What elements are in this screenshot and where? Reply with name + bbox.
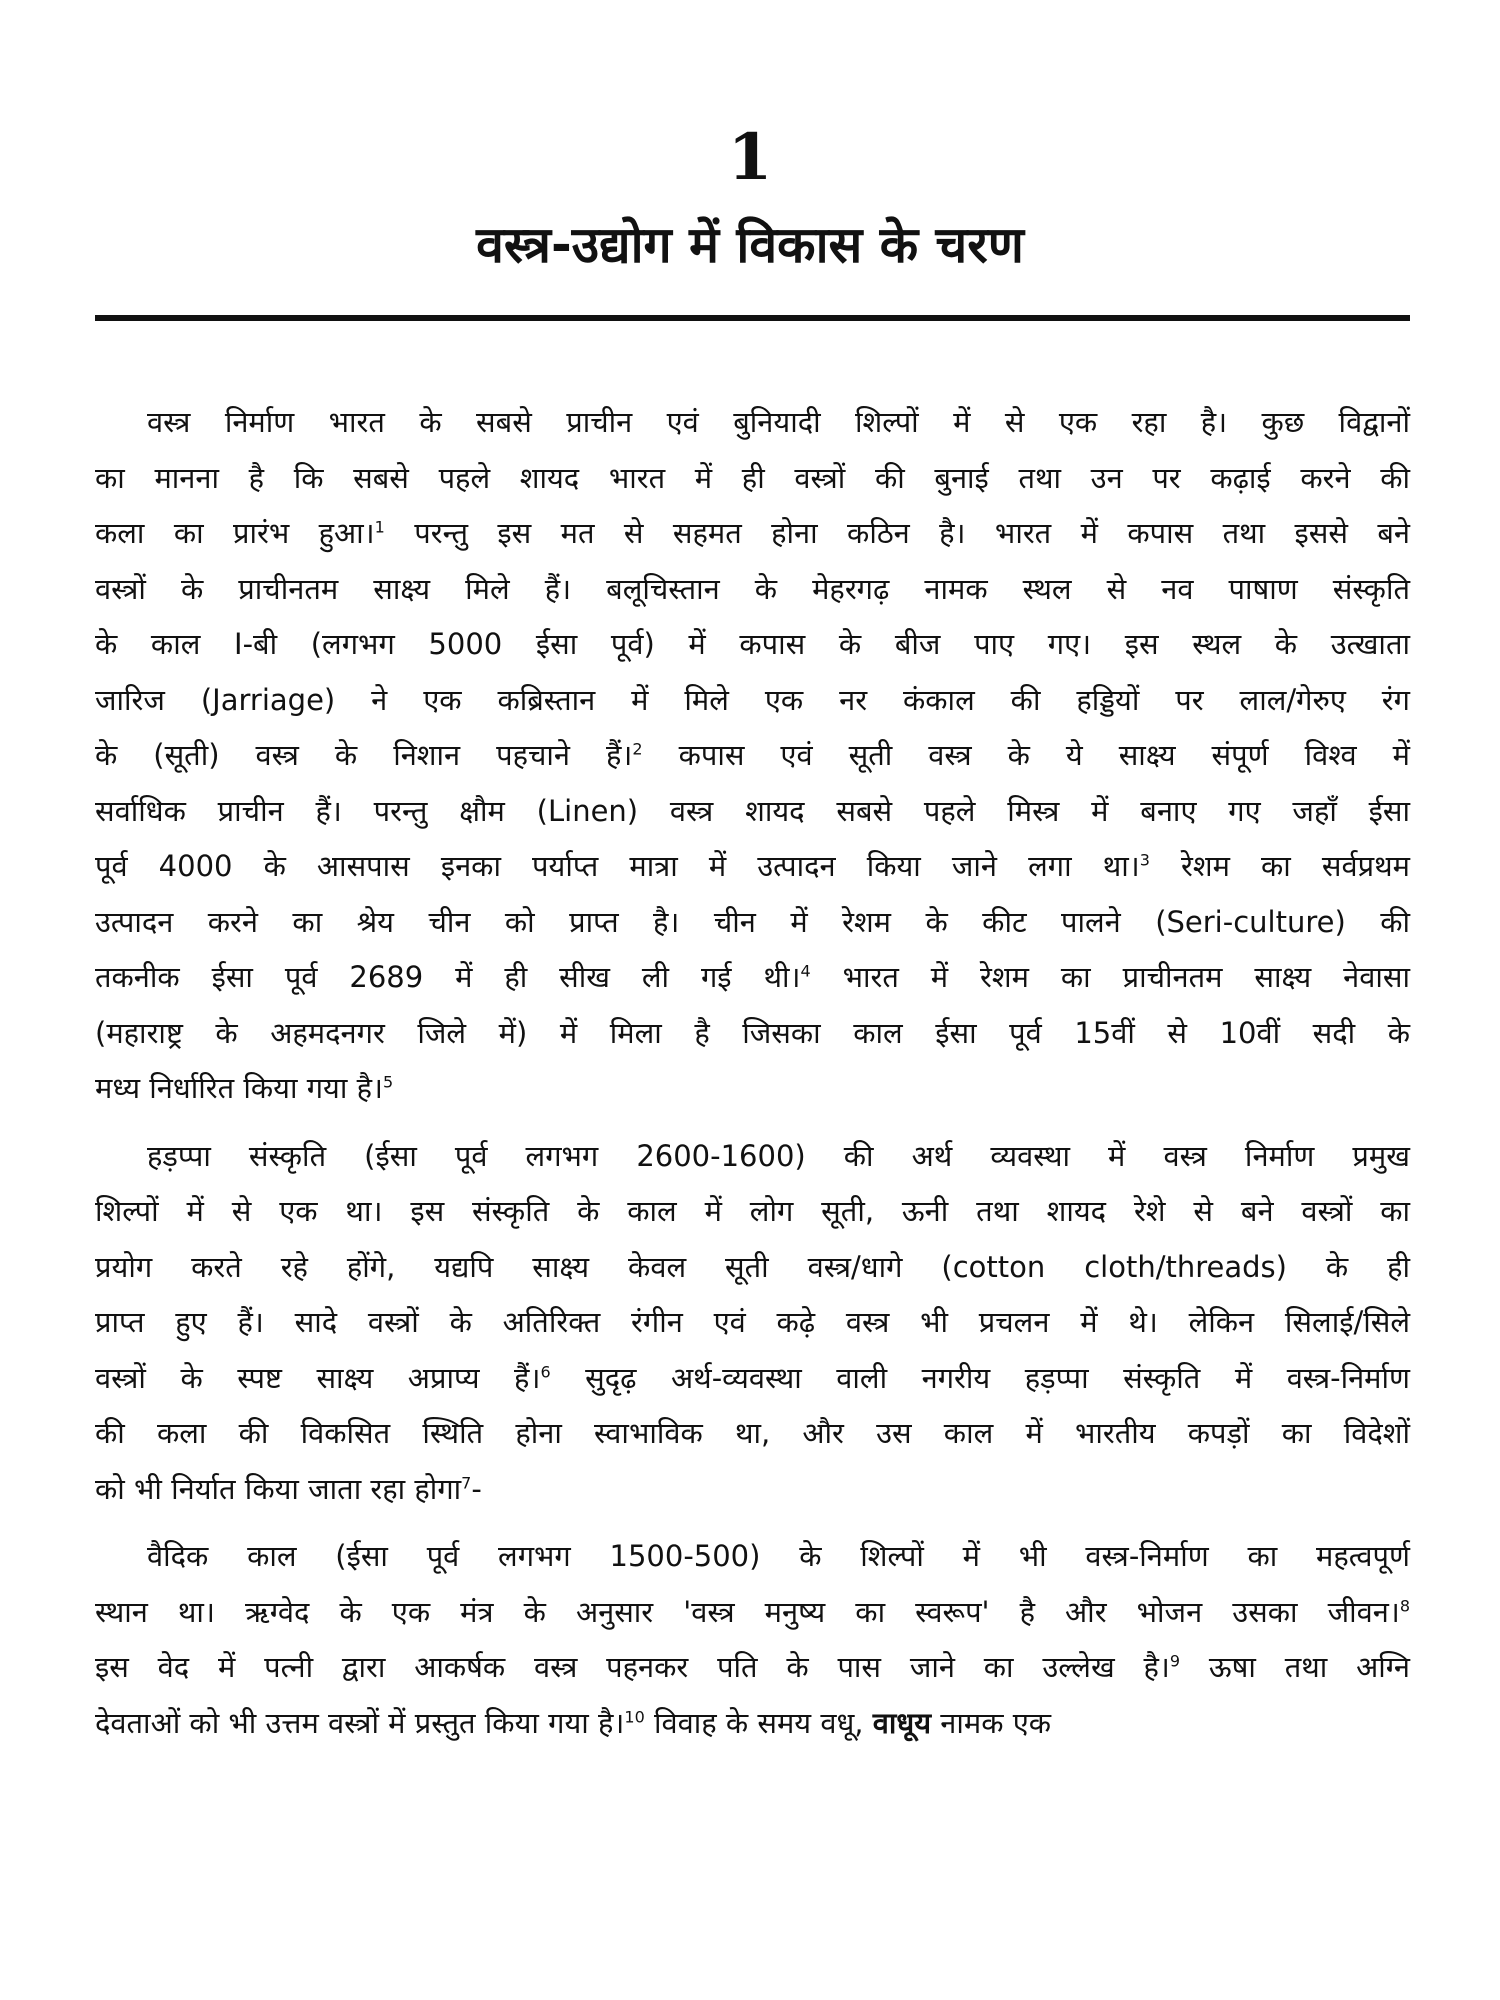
footnote-marker: 9 bbox=[1169, 1651, 1181, 1671]
text-segment: - bbox=[471, 1471, 482, 1506]
text-segment: के काल I-बी (लगभग 5000 ईसा पूर्व) में कपास के बीज पाए गए। इस स्थल के उत्खाता bbox=[95, 627, 1410, 661]
text-segment: प्रयोग करते रहे होंगे, यद्यपि साक्ष्य केवल सूती वस्त्र/धागे (cotton cloth/threads) के ही bbox=[95, 1249, 1410, 1284]
text-segment: वस्त्र निर्माण भारत के सबसे प्राचीन एवं बुनियादी शिल्पों में से एक रहा है। कुछ विद्वानों bbox=[147, 405, 1410, 439]
paragraph-gap bbox=[95, 1117, 1410, 1129]
text-line bbox=[95, 1406, 1410, 1462]
text-segment: सुदृढ़ अर्थ-व्यवस्था वाली नगरीय हड़प्पा संस्कृति में वस्त्र-निर्माण bbox=[550, 1360, 1410, 1395]
text-line bbox=[95, 1529, 1410, 1585]
paragraph bbox=[95, 1129, 1410, 1518]
text-segment: रेशम का सर्वप्रथम bbox=[1149, 849, 1410, 883]
text-segment: प्राप्त हुए हैं। सादे वस्त्रों के अतिरिक्त रंगीन एवं कढ़े वस्त्र भी प्रचलन में थे। लेकिन सिलाई/सिले bbox=[95, 1305, 1410, 1339]
text-line bbox=[95, 1061, 1410, 1117]
text-line bbox=[95, 1240, 1410, 1296]
text-line bbox=[95, 395, 1410, 451]
text-line bbox=[95, 1184, 1410, 1240]
text-segment: मध्य निर्धारित किया गया है। bbox=[95, 1071, 383, 1105]
text-segment: वस्त्रों के प्राचीनतम साक्ष्य मिले हैं। बलूचिस्तान के मेहरगढ़ नामक स्थल से नव पाषाण संस्कृति bbox=[95, 571, 1410, 606]
text-line bbox=[95, 1696, 1410, 1752]
footnote-marker: 5 bbox=[382, 1072, 394, 1092]
paragraph-gap bbox=[95, 1517, 1410, 1529]
text-segment: हड़प्पा संस्कृति (ईसा पूर्व लगभग 2600-1600) की अर्थ व्यवस्था में वस्त्र निर्माण प्रमुख bbox=[147, 1138, 1410, 1173]
text-segment: भारत में रेशम का प्राचीनतम साक्ष्य नेवासा bbox=[810, 960, 1410, 994]
text-line bbox=[95, 1129, 1410, 1185]
text-segment: तकनीक ईसा पूर्व 2689 में ही सीख ली गई थी। bbox=[95, 960, 801, 994]
text-line bbox=[95, 1006, 1410, 1062]
body-text bbox=[95, 395, 1410, 1751]
text-segment: नामक एक bbox=[931, 1705, 1052, 1740]
text-line bbox=[95, 950, 1410, 1006]
text-line bbox=[95, 728, 1410, 784]
text-segment: परन्तु इस मत से सहमत होना कठिन है। भारत में कपास तथा इससे बने bbox=[384, 516, 1411, 550]
text-line bbox=[95, 784, 1410, 840]
text-line bbox=[95, 562, 1410, 618]
text-segment: की कला की विकसित स्थिति होना स्वाभाविक था, और उस काल में भारतीय कपड़ों का विदेशों bbox=[95, 1416, 1410, 1450]
text-segment: जारिज (Jarriage) ने एक कब्रिस्तान में मिले एक नर कंकाल की हड्डियों पर लाल/गेरुए रंग bbox=[95, 682, 1410, 717]
text-segment: कपास एवं सूती वस्त्र के ये साक्ष्य संपूर्ण विश्व में bbox=[642, 738, 1410, 772]
text-segment: वस्त्रों के स्पष्ट साक्ष्य अप्राप्य हैं। bbox=[95, 1360, 541, 1395]
footnote-marker: 6 bbox=[540, 1361, 551, 1381]
footnote-marker: 10 bbox=[624, 1706, 645, 1726]
footnote-marker: 1 bbox=[374, 517, 385, 537]
text-segment: को भी निर्यात किया जाता रहा होगा bbox=[95, 1471, 462, 1506]
footnote-marker: 2 bbox=[632, 739, 643, 759]
text-line bbox=[95, 506, 1410, 562]
text-line bbox=[95, 617, 1410, 673]
text-line bbox=[95, 839, 1410, 895]
text-line bbox=[95, 451, 1410, 507]
text-line bbox=[95, 1585, 1410, 1641]
bold-term: वाधूय bbox=[872, 1705, 932, 1740]
text-segment: का मानना है कि सबसे पहले शायद भारत में ही वस्त्रों की बुनाई तथा उन पर कढ़ाई करने की bbox=[95, 460, 1410, 495]
chapter-number: 1 bbox=[727, 120, 773, 195]
title-divider bbox=[95, 315, 1410, 321]
paragraph bbox=[95, 395, 1410, 1117]
text-segment: वैदिक काल (ईसा पूर्व लगभग 1500-500) के शिल्पों में भी वस्त्र-निर्माण का महत्वपूर्ण bbox=[147, 1539, 1410, 1573]
text-segment: ऊषा तथा अग्नि bbox=[1180, 1650, 1410, 1684]
footnote-marker: 3 bbox=[1139, 850, 1150, 870]
text-line bbox=[95, 1295, 1410, 1351]
text-segment: इस वेद में पत्नी द्वारा आकर्षक वस्त्र पहनकर पति के पास जाने का उल्लेख है। bbox=[95, 1650, 1170, 1684]
footnote-marker: 4 bbox=[800, 961, 811, 981]
text-line bbox=[95, 1462, 1410, 1518]
text-segment: विवाह के समय वधू, bbox=[644, 1705, 873, 1740]
footnote-marker: 7 bbox=[461, 1472, 472, 1492]
text-segment: स्थान था। ऋग्वेद के एक मंत्र के अनुसार 'वस्त्र मनुष्य का स्वरूप' है और भोजन उसका जीवन। bbox=[95, 1594, 1400, 1629]
text-segment: कला का प्रारंभ हुआ। bbox=[95, 516, 375, 550]
text-segment: शिल्पों में से एक था। इस संस्कृति के काल में लोग सूती, ऊनी तथा शायद रेशे से बने वस्त्रों का bbox=[95, 1194, 1410, 1228]
text-segment: (महाराष्ट्र के अहमदनगर जिले में) में मिला है जिसका काल ईसा पूर्व 15वीं से 10वीं सदी के bbox=[95, 1015, 1410, 1050]
text-segment: पूर्व 4000 के आसपास इनका पर्याप्त मात्रा में उत्पादन किया जाने लगा था। bbox=[95, 849, 1140, 883]
text-line bbox=[95, 673, 1410, 729]
text-line bbox=[95, 895, 1410, 951]
text-line bbox=[95, 1351, 1410, 1407]
text-segment: के (सूती) वस्त्र के निशान पहचाने हैं। bbox=[95, 738, 633, 772]
text-segment: उत्पादन करने का श्रेय चीन को प्राप्त है। चीन में रेशम के कीट पालने (Seri-culture) की bbox=[95, 904, 1410, 939]
text-line bbox=[95, 1640, 1410, 1696]
text-segment: देवताओं को भी उत्तम वस्त्रों में प्रस्तुत किया गया है। bbox=[95, 1705, 625, 1740]
footnote-marker: 8 bbox=[1399, 1595, 1410, 1615]
chapter-title: वस्त्र-उद्योग में विकास के चरण bbox=[476, 216, 1024, 274]
text-segment: सर्वाधिक प्राचीन हैं। परन्तु क्षौम (Linen) वस्त्र शायद सबसे पहले मिस्त्र में बनाए गए जहाँ ईसा bbox=[95, 793, 1410, 828]
paragraph bbox=[95, 1529, 1410, 1751]
